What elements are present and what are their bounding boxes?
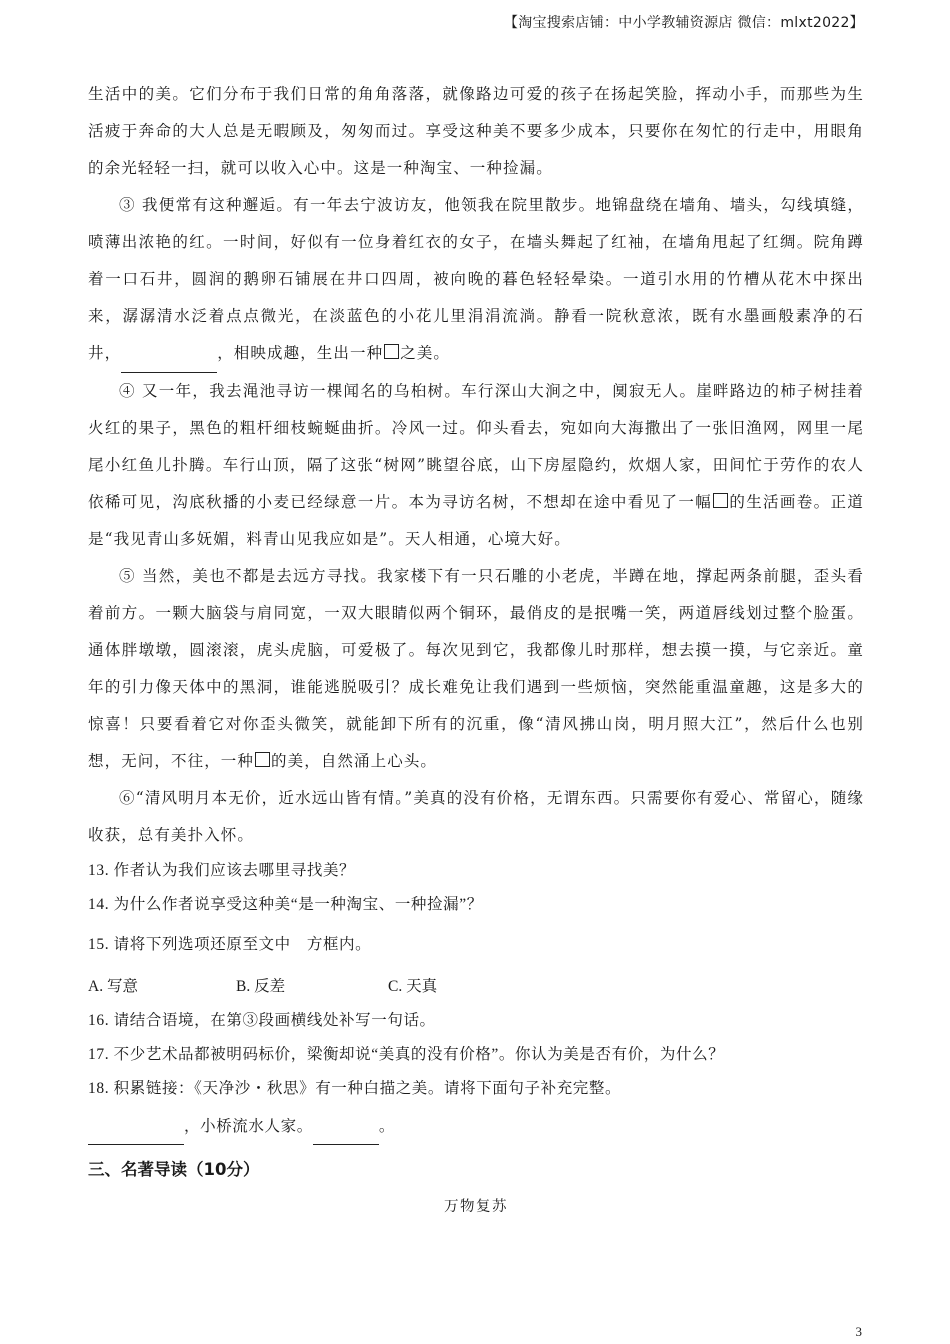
paragraph-3-text-b: ，相映成趣，生出一种 (217, 344, 384, 362)
paragraph-3-text-c: 之美。 (400, 344, 451, 362)
fill-blank-line-start[interactable] (121, 335, 137, 373)
answer-blank-2[interactable] (313, 1110, 379, 1145)
question-17: 17. 不少艺术品都被明码标价，梁衡却说“美真的没有价格”。你认为美是否有价，为什么？ (88, 1046, 725, 1063)
answer-box-1[interactable] (384, 344, 399, 359)
section-title: 三、名著导读（10分） (88, 1160, 260, 1179)
question-15: 15. 请将下列选项还原至文中 方框内。 (88, 936, 372, 953)
question-18: 18. 积累链接：《天净沙・秋思》有一种白描之美。请将下面句子补充完整。 (88, 1080, 622, 1097)
option-c[interactable]: C. 天真 (388, 978, 438, 995)
paragraph-3-text: ③ 我便常有这种邂逅。有一年去宁波访友，他领我在院里散步。地锦盘绕在墙角、墙头，勾线填缝，喷薄出浓艳的红。一时间，好似有一位身着红衣的女子，在墙头舞起了红袖，在墙角甩起了红绸。院角蹲着一口石井，圆润的鹅卵石铺展在井口四周，被向晚的暮色轻轻晕染。一道引水用的竹槽从花木中探出来，潺潺清水泛着点点微光，在淡蓝色的小花儿里涓涓流淌。静看一院秋意浓，既有水墨画般素净的石井， (88, 196, 864, 362)
paragraph-4-text-b: 的生活画卷。正道是“我见青山多妩媚，料青山见我应如是”。天人相通，心境大好。 (88, 493, 864, 548)
question-18-fill-line (88, 1110, 864, 1145)
paragraph-5 (88, 558, 864, 780)
fill-line-middle: ，小桥流水人家。 (184, 1118, 313, 1135)
source-header: 【淘宝搜索店铺：中小学教辅资源店 微信：mlxt2022】 (503, 15, 864, 31)
paragraph-6: ⑥“清风明月本无价，近水远山皆有情。”美真的没有价格，无谓东西。只需要你有爱心、常留心，随缘收获，总有美扑入怀。 (88, 789, 864, 844)
option-a[interactable]: A. 写意 (88, 978, 138, 995)
paragraph-4 (88, 373, 864, 558)
paragraph-5-text: ⑤ 当然，美也不都是去远方寻找。我家楼下有一只石雕的小老虎，半蹲在地，撑起两条前腿，歪头看着前方。一颗大脑袋与肩同宽，一双大眼睛似两个铜环，最俏皮的是抿嘴一笑，两道唇线划过整个脸蛋。通体胖墩墩，圆滚滚，虎头虎脑，可爱极了。每次见到它，我都像儿时那样，想去摸一摸，与它亲近。童年的引力像天体中的黑洞，谁能逃脱吸引？成长难免让我们遇到一些烦恼，突然能重温童趣，这是多大的惊喜！只要看着它对你歪头微笑，就能卸下所有的沉重，像“清风拂山岗，明月照大江”，然后什么也别想，无问，不往，一种 (88, 567, 864, 770)
answer-box-2[interactable] (713, 493, 728, 508)
paragraph-4-text: ④ 又一年，我去渑池寻访一棵闻名的乌桕树。车行深山大涧之中，阒寂无人。崖畔路边的柿子树挂着火红的果子，黑色的粗杆细枝蜿蜒曲折。冷风一过。仰头看去，宛如向大海撒出了一张旧渔网，网里一尾尾小红鱼儿扑腾。车行山顶，隔了这张“树网”眺望谷底，山下房屋隐约，炊烟人家，田间忙于劳作的农人依稀可见，沟底秋播的小麦已经绿意一片。本为寻访名树，不想却在途中看见了一幅 (88, 382, 864, 511)
paragraph-5-text-b: 的美，自然涌上心头。 (271, 752, 438, 770)
section-subtitle: 万物复苏 (444, 1199, 508, 1215)
paragraph-3 (88, 187, 864, 373)
passage-body (88, 76, 864, 1216)
page-number: 3 (855, 1324, 862, 1339)
option-b[interactable]: B. 反差 (236, 978, 286, 995)
question-13: 13. 作者认为我们应该去哪里寻找美？ (88, 862, 356, 879)
question-15-options (88, 970, 864, 1004)
answer-blank-1[interactable] (88, 1110, 184, 1145)
paragraph-2-continued: 生活中的美。它们分布于我们日常的角角落落，就像路边可爱的孩子在扬起笑脸，挥动小手，而那些为生活疲于奔命的大人总是无暇顾及，匆匆而过。享受这种美不要多少成本，只要你在匆忙的行走中，用眼角的余光轻轻一扫，就可以收入心中。这是一种淘宝、一种捡漏。 (88, 85, 864, 177)
fill-blank-line[interactable] (137, 335, 217, 373)
answer-box-3[interactable] (255, 752, 270, 767)
question-14: 14. 为什么作者说享受这种美“是一种淘宝、一种捡漏”？ (88, 896, 483, 913)
fill-line-end: 。 (378, 1118, 395, 1135)
question-16: 16. 请结合语境，在第③段画横线处补写一句话。 (88, 1012, 436, 1029)
